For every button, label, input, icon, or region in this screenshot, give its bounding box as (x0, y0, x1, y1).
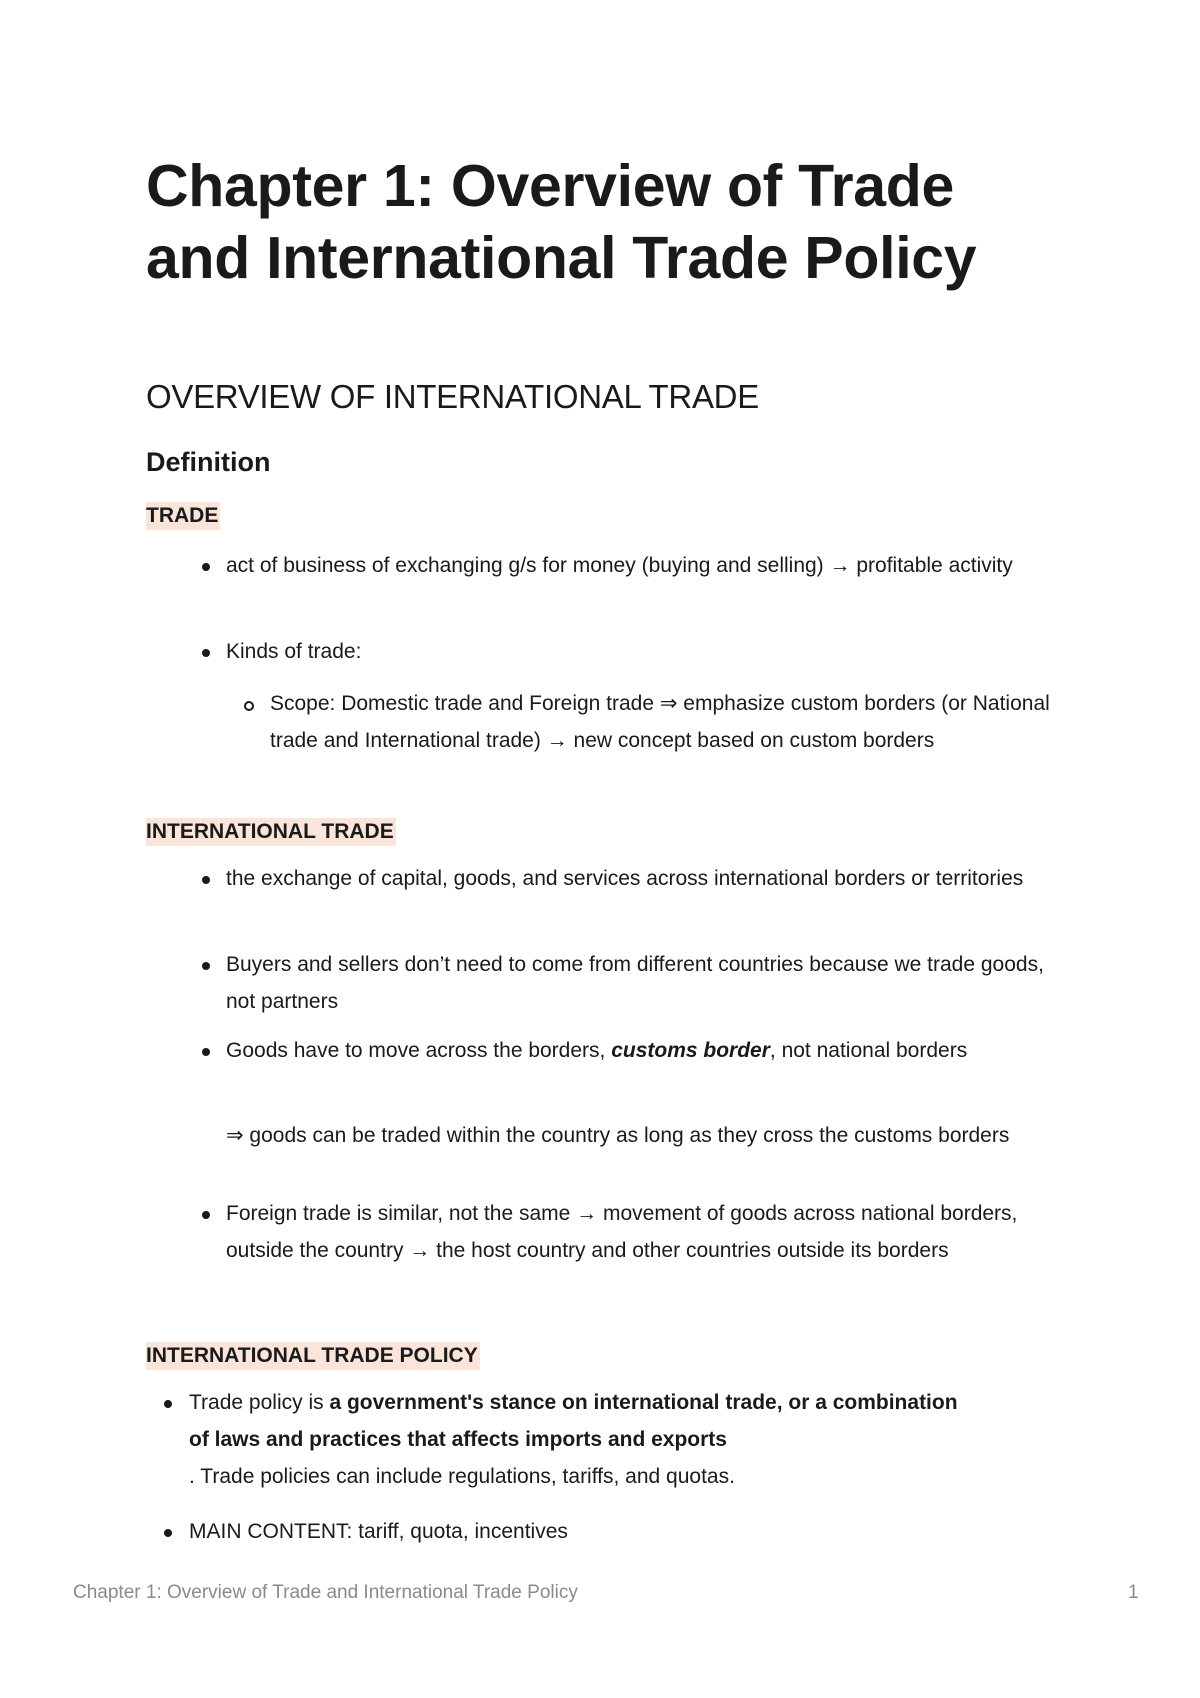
policy-bullet-1 (189, 1384, 969, 1495)
bullet-dot (202, 1048, 210, 1056)
intl-bullet-3-post: , not national borders (769, 1039, 968, 1062)
document-page (146, 150, 1066, 1543)
bullet-dot (164, 1529, 172, 1537)
label-trade: TRADE (146, 502, 220, 530)
intl-bullet-2: Buyers and sellers don’t need to come from different countries because we trade goods, not partners (226, 953, 1044, 1013)
intl-bullet-3-emphasis: customs border (611, 1039, 770, 1062)
intl-bullet-3-pre: Goods have to move across the borders, (226, 1039, 612, 1062)
policy-bullet-2: MAIN CONTENT: tariff, quota, incentives (189, 1520, 568, 1543)
bullet-dot (202, 1211, 210, 1219)
bullet-dot (202, 649, 210, 657)
trade-bullet-2: Kinds of trade: (226, 640, 362, 663)
policy-bullet-1-post: . Trade policies can include regulations, tariffs, and quotas. (189, 1465, 735, 1488)
label-international-trade-policy: INTERNATIONAL TRADE POLICY (146, 1342, 480, 1370)
intl-bullet-4: Foreign trade is similar, not the same → movement of goods across national borders, outside the country → the host country and other countries outside its borders (226, 1202, 1018, 1262)
bullet-dot (202, 563, 210, 571)
intl-bullet-1: the exchange of capital, goods, and services across international borders or territories (226, 867, 1024, 890)
intl-bullet-3 (226, 1032, 1056, 1069)
trade-sub-bullet-1: Scope: Domestic trade and Foreign trade ⇒ emphasize custom borders (or National trade and International trade) → new concept based on custom borders (270, 692, 1050, 752)
footer-page-number: 1 (1128, 1582, 1139, 1603)
footer-title: Chapter 1: Overview of Trade and International Trade Policy (73, 1582, 578, 1603)
bullet-dot (202, 876, 210, 884)
subheading-definition: Definition (146, 447, 271, 477)
policy-bullet-1-pre: Trade policy is (189, 1391, 330, 1414)
policy-bullet-1-bold: a government's stance on international trade, or a combination of laws and practices that affects imports and exports (189, 1391, 958, 1451)
page-title: Chapter 1: Overview of Trade and International Trade Policy (146, 153, 977, 291)
sub-bullet-ring (244, 701, 254, 711)
bullet-dot (164, 1400, 172, 1408)
bullet-dot (202, 962, 210, 970)
trade-bullet-1: act of business of exchanging g/s for money (buying and selling) → profitable activity (226, 554, 1013, 577)
label-international-trade: INTERNATIONAL TRADE (146, 818, 396, 846)
intl-bullet-3-continuation: ⇒ goods can be traded within the country as long as they cross the customs borders (226, 1124, 1010, 1147)
section-heading: OVERVIEW OF INTERNATIONAL TRADE (146, 378, 759, 415)
